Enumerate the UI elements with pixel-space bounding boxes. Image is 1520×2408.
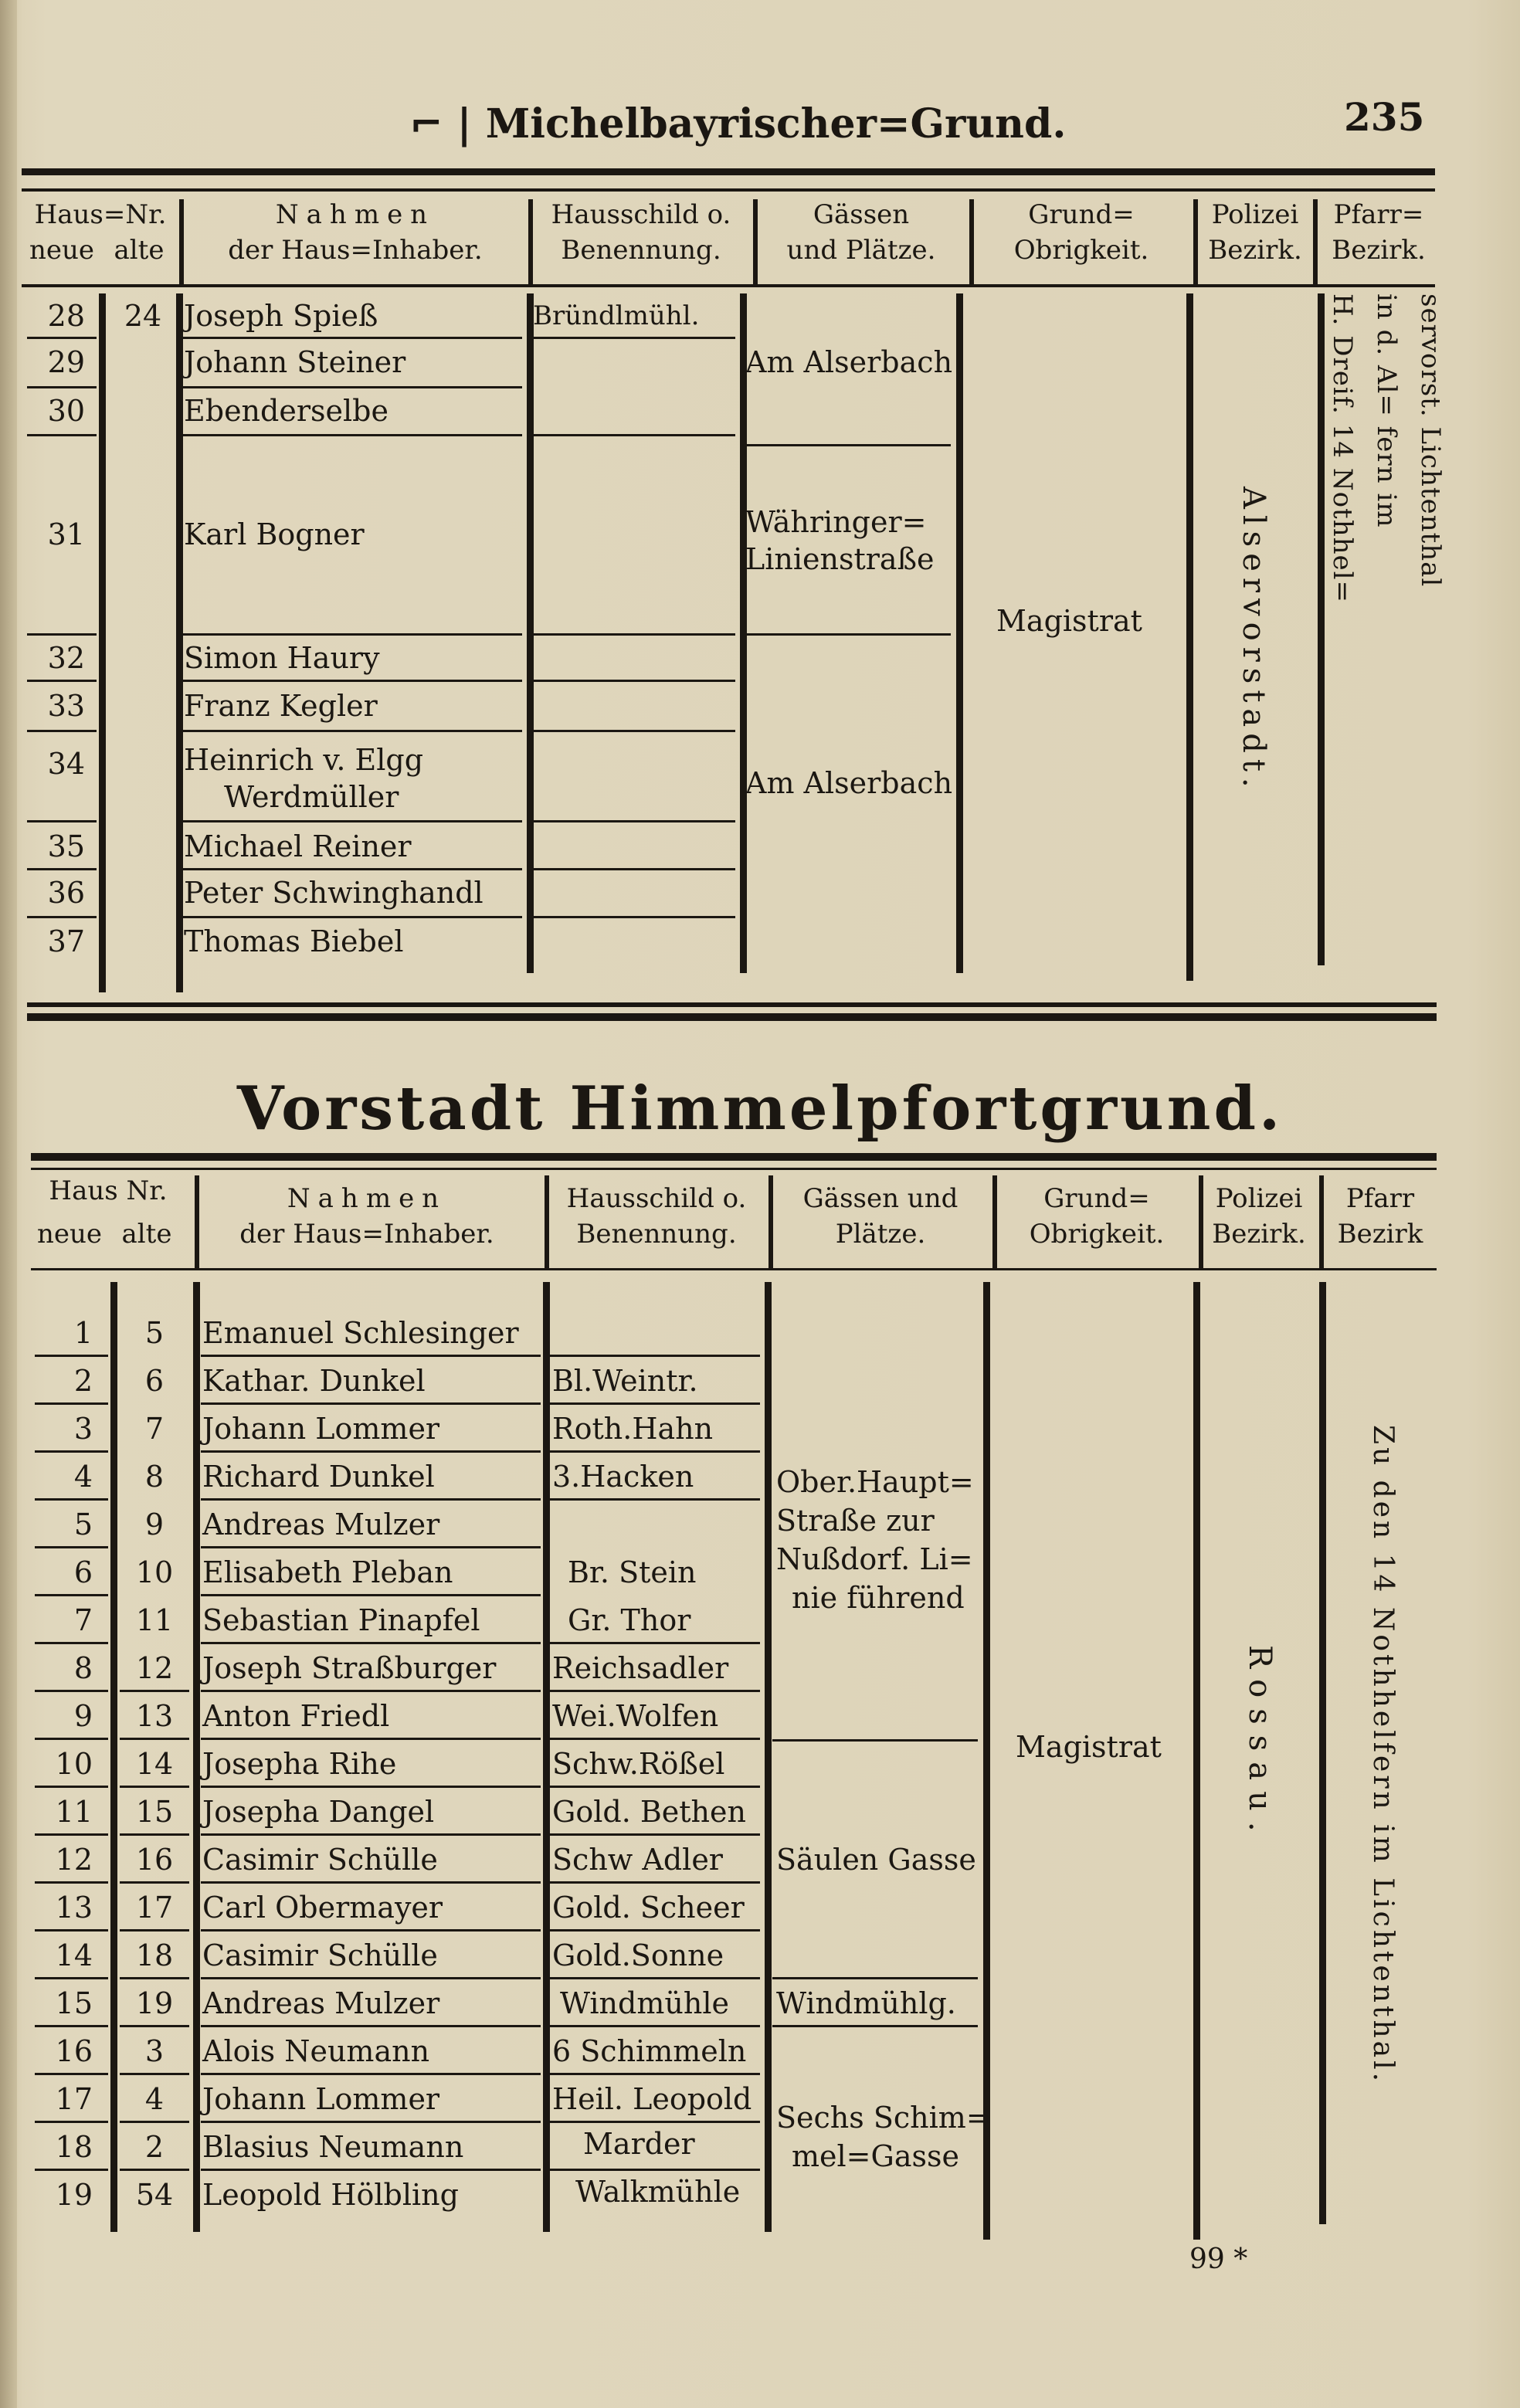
t2-row-rule (35, 1642, 108, 1644)
t2-alte: 9 (144, 1508, 165, 1541)
t2-neue: 11 (55, 1795, 93, 1829)
t1-neue: 31 (47, 517, 85, 551)
t2-row-rule (550, 1881, 760, 1884)
t2-neue: 8 (73, 1651, 93, 1685)
t2-schild: 3.Hacken (552, 1460, 694, 1494)
t2-row-rule (120, 1833, 189, 1836)
table1-top-rule (22, 168, 1435, 175)
page-number: 235 (1344, 94, 1425, 140)
t2-neue: 18 (55, 2130, 93, 2164)
table1-top-rule-thin (22, 188, 1435, 192)
t2-row-rule (35, 2025, 108, 2027)
t2-neue: 7 (73, 1603, 93, 1637)
t1-row-rule (182, 868, 522, 870)
t2-row-rule (120, 1881, 189, 1884)
t2-row-rule (35, 1690, 108, 1692)
t2-name: Casimir Schülle (202, 1938, 438, 1972)
t2-name: Andreas Mulzer (202, 1508, 440, 1541)
t2-schild: Reichsadler (552, 1651, 729, 1685)
running-head-mark: ⌐ | (409, 100, 472, 148)
t1-gasse: Am Alserbach (745, 766, 953, 800)
t2-row-rule (201, 2121, 541, 2123)
t2-name: Johann Lommer (202, 1412, 440, 1446)
t1-name: Ebenderselbe (184, 394, 388, 428)
t2-row-rule (550, 1690, 760, 1692)
t2-alte: 12 (135, 1651, 174, 1685)
t2-name: Emanuel Schlesinger (202, 1316, 519, 1350)
t1-hsep (1313, 199, 1318, 284)
t2-row-rule (550, 1498, 760, 1501)
t2-alte: 7 (144, 1412, 165, 1446)
t2-neue: 1 (73, 1316, 93, 1350)
t1-col-polizei-2: Bezirk. (1208, 235, 1302, 266)
t1-row-rule (182, 633, 522, 636)
t1-col-grund: Grund= (1028, 199, 1135, 230)
t1-row-rule (182, 730, 522, 732)
t2-schild: Heil. Leopold (552, 2082, 752, 2116)
t2-row-rule (550, 2169, 760, 2171)
t2-row-rule (550, 1929, 760, 1931)
t2-row-rule (35, 1929, 108, 1931)
t2-gasse: nie führend (792, 1581, 965, 1615)
page-binding-shadow (0, 0, 17, 2408)
t2-col-line (1319, 1282, 1326, 2224)
t2-row-rule (35, 2121, 108, 2123)
t1-name: Joseph Spieß (184, 299, 378, 333)
t2-name: Andreas Mulzer (202, 1986, 440, 2020)
t2-hsep (545, 1175, 549, 1268)
t2-row-rule (120, 2025, 189, 2027)
t1-row-rule (182, 916, 522, 918)
t1-hsep (1193, 199, 1198, 284)
t1-col-line (99, 293, 106, 992)
t2-alte: 11 (135, 1603, 174, 1637)
t2-row-rule (201, 1402, 541, 1405)
table1-bottom-rule-thick (27, 1013, 1437, 1021)
t2-row-rule (35, 1498, 108, 1501)
t2-neue: 13 (55, 1891, 93, 1925)
t1-row-rule (182, 680, 522, 682)
t1-row-rule (533, 434, 735, 436)
t2-alte: 3 (144, 2034, 165, 2068)
t2-row-rule (120, 1786, 189, 1788)
t2-row-rule (120, 1690, 189, 1692)
table2-top-rule-thin (31, 1168, 1437, 1170)
t2-row-rule (550, 1642, 760, 1644)
t1-row-rule (182, 337, 522, 339)
t2-col-pfarr-2: Bezirk (1337, 1219, 1423, 1250)
t2-row-rule (201, 2073, 541, 2075)
t2-row-rule (201, 1546, 541, 1548)
t2-alte: 19 (135, 1986, 174, 2020)
t2-col-hausschild-2: Benennung. (576, 1219, 737, 1250)
t1-neue: 35 (47, 829, 85, 863)
t2-row-rule (201, 1977, 541, 1979)
t2-name: Carl Obermayer (202, 1891, 443, 1925)
t1-col-neue: neue (29, 235, 95, 266)
t1-row-rule (533, 820, 735, 822)
t1-row-rule (27, 730, 97, 732)
t1-header-bottom-rule (22, 284, 1435, 287)
t2-row-rule (550, 1355, 760, 1357)
t2-gasse-rule (772, 1977, 978, 1979)
t1-col-line (1186, 293, 1193, 981)
t2-row-rule (201, 1738, 541, 1740)
t2-polizei-bezirk: Rossau. (1242, 1645, 1277, 1843)
t2-row-rule (201, 1355, 541, 1357)
t1-row-rule (27, 680, 97, 682)
t1-schild: Bründlmühl. (533, 300, 700, 331)
t2-row-rule (120, 1977, 189, 1979)
t2-row-rule (201, 1450, 541, 1453)
t2-alte: 18 (135, 1938, 174, 1972)
t1-row-rule (27, 820, 97, 822)
t2-hsep (1199, 1175, 1203, 1268)
t2-col-pfarr: Pfarr (1345, 1183, 1415, 1214)
t2-neue: 9 (73, 1699, 93, 1733)
t2-neue: 19 (55, 2178, 93, 2212)
t2-alte: 17 (135, 1891, 174, 1925)
t1-row-rule (27, 434, 97, 436)
t1-gasse: Am Alserbach (745, 345, 953, 379)
t2-col-line (983, 1282, 990, 2240)
t2-gasse: Nußdorf. Li= (776, 1542, 973, 1576)
t2-col-gassen: Gässen und (802, 1183, 958, 1214)
t1-pfarr-line2: in d. Al= fern im (1371, 293, 1402, 528)
t2-col-nahmen: Nahmen (287, 1183, 447, 1214)
t2-neue: 10 (55, 1747, 93, 1781)
t2-hsep (992, 1175, 997, 1268)
t1-pfarr-line3: servorst. Lichtenthal (1415, 293, 1446, 588)
t1-name: Peter Schwinghandl (184, 876, 483, 910)
t2-row-rule (550, 1977, 760, 1979)
t2-schild: Gr. Thor (568, 1603, 691, 1637)
t1-col-nahmen: Nahmen (275, 199, 436, 230)
t1-gasse: Währinger= (745, 505, 927, 539)
t2-col-gassen-2: Plätze. (835, 1219, 926, 1250)
t2-name: Casimir Schülle (202, 1843, 438, 1877)
t1-row-rule (27, 337, 97, 339)
t2-neue: 3 (73, 1412, 93, 1446)
t1-col-polizei: Polizei (1211, 199, 1299, 230)
t2-name: Sebastian Pinapfel (202, 1603, 480, 1637)
t2-name: Josepha Dangel (202, 1795, 435, 1829)
t2-col-line (1193, 1282, 1200, 2240)
t1-col-grund-2: Obrigkeit. (1013, 235, 1149, 266)
t2-col-line (193, 1282, 200, 2232)
t1-col-line (956, 293, 963, 973)
t2-schild: Br. Stein (568, 1555, 697, 1589)
signature-mark: 99 * (1189, 2244, 1248, 2275)
t2-neue: 17 (55, 2082, 93, 2116)
t2-schild: Bl.Weintr. (552, 1364, 698, 1398)
t1-gasse-rule (746, 444, 951, 446)
t1-row-rule (533, 633, 735, 636)
t2-alte: 5 (144, 1316, 165, 1350)
t2-row-rule (120, 1738, 189, 1740)
t1-col-pfarr: Pfarr= (1333, 199, 1424, 230)
t2-name: Anton Friedl (202, 1699, 390, 1733)
t1-obrigkeit: Magistrat (996, 604, 1142, 638)
t2-alte: 16 (135, 1843, 174, 1877)
t2-row-rule (550, 2121, 760, 2123)
t2-row-rule (550, 1833, 760, 1836)
t1-gasse-rule (746, 633, 951, 636)
table2-top-rule (31, 1153, 1437, 1161)
t1-row-rule (182, 820, 522, 822)
t2-schild: Windmühle (560, 1986, 729, 2020)
t2-col-polizei: Polizei (1215, 1183, 1303, 1214)
t2-row-rule (35, 1450, 108, 1453)
t2-schild: Schw.Rößel (552, 1747, 725, 1781)
t2-col-grund-2: Obrigkeit. (1029, 1219, 1165, 1250)
t2-row-rule (201, 1786, 541, 1788)
t1-col-pfarr-2: Bezirk. (1332, 235, 1426, 266)
t1-row-rule (533, 730, 735, 732)
t2-gasse: Sechs Schim= (776, 2101, 991, 2135)
t2-row-rule (201, 1642, 541, 1644)
t1-col-gassen: Gässen (813, 199, 910, 230)
t2-row-rule (550, 1402, 760, 1405)
t1-hsep (969, 199, 974, 284)
t1-neue: 30 (47, 394, 85, 428)
t2-gasse-rule (772, 2025, 978, 2027)
t2-header-bottom-rule (31, 1268, 1437, 1270)
t1-name: Franz Kegler (184, 689, 378, 723)
t2-row-rule (120, 1929, 189, 1931)
t2-pfarr-bezirk: Zu den 14 Nothhelfern im Lichtenthal. (1367, 1425, 1399, 2085)
t1-neue: 28 (47, 299, 85, 333)
t2-row-rule (201, 1594, 541, 1596)
t2-name: Richard Dunkel (202, 1460, 435, 1494)
t2-schild: Gold.Sonne (552, 1938, 724, 1972)
t1-neue: 34 (47, 747, 85, 781)
t2-name: Joseph Straßburger (202, 1651, 497, 1685)
t1-hsep (179, 199, 184, 284)
running-head-title: Michelbayrischer=Grund. (485, 100, 1067, 148)
t1-row-rule (182, 386, 522, 388)
t2-neue: 16 (55, 2034, 93, 2068)
t2-row-rule (35, 1786, 108, 1788)
t2-gasse-rule (772, 1739, 978, 1742)
t1-neue: 36 (47, 876, 85, 910)
t2-row-rule (201, 2025, 541, 2027)
t1-hsep (753, 199, 758, 284)
t2-row-rule (35, 1833, 108, 1836)
t1-col-hausnr: Haus=Nr. (34, 199, 167, 230)
t1-col-alte: alte (114, 235, 165, 266)
t1-name: Simon Haury (184, 641, 380, 675)
t2-row-rule (201, 2169, 541, 2171)
t2-row-rule (201, 1690, 541, 1692)
t1-row-rule (182, 434, 522, 436)
t2-schild: Schw Adler (552, 1843, 723, 1877)
t1-polizei-bezirk: Alservorstadt. (1236, 487, 1271, 794)
t2-name: Leopold Hölbling (202, 2178, 459, 2212)
t2-neue: 15 (55, 1986, 93, 2020)
t2-col-polizei-2: Bezirk. (1212, 1219, 1306, 1250)
t1-row-rule (27, 868, 97, 870)
t2-schild: Walkmühle (575, 2175, 741, 2209)
t1-name: Karl Bogner (184, 517, 365, 551)
t2-row-rule (550, 1786, 760, 1788)
t2-name: Johann Lommer (202, 2082, 440, 2116)
t1-col-line (176, 293, 183, 992)
t2-name: Blasius Neumann (202, 2130, 464, 2164)
t2-row-rule (550, 2073, 760, 2075)
t1-neue: 32 (47, 641, 85, 675)
t1-name: Johann Steiner (184, 345, 406, 379)
running-head (409, 100, 1066, 148)
t2-schild: Wei.Wolfen (552, 1699, 719, 1733)
t2-name: Josepha Rihe (202, 1747, 397, 1781)
t1-col-hausschild-2: Benennung. (561, 235, 721, 266)
t1-alte: 24 (124, 299, 162, 333)
t2-row-rule (120, 2073, 189, 2075)
t2-col-line (543, 1282, 550, 2232)
t2-schild: 6 Schimmeln (552, 2034, 747, 2068)
t1-row-rule (27, 633, 97, 636)
t1-col-line (1318, 293, 1325, 965)
t1-neue: 33 (47, 689, 85, 723)
t2-col-nahmen-2: der Haus=Inhaber. (239, 1219, 494, 1250)
t2-name: Kathar. Dunkel (202, 1364, 426, 1398)
section-title: Vorstadt Himmelpfortgrund. (236, 1073, 1284, 1144)
t2-hsep (1319, 1175, 1324, 1268)
t2-alte: 2 (144, 2130, 165, 2164)
t2-row-rule (550, 1738, 760, 1740)
t1-name: Thomas Biebel (184, 924, 404, 958)
t2-alte: 13 (135, 1699, 174, 1733)
t2-schild: Gold. Scheer (552, 1891, 745, 1925)
t2-gasse: mel=Gasse (792, 2139, 960, 2173)
t1-neue: 37 (47, 924, 85, 958)
t2-neue: 2 (73, 1364, 93, 1398)
t2-alte: 14 (135, 1747, 174, 1781)
t2-gasse: Windmühlg. (776, 1986, 956, 2020)
t2-alte: 54 (135, 2178, 174, 2212)
t2-row-rule (201, 1929, 541, 1931)
t1-name: Michael Reiner (184, 829, 412, 863)
t1-col-nahmen-2: der Haus=Inhaber. (228, 235, 483, 266)
t2-schild: Marder (583, 2127, 695, 2161)
t1-row-rule (533, 868, 735, 870)
t2-gasse: Straße zur (776, 1504, 935, 1538)
t1-row-rule (533, 337, 735, 339)
t2-name: Elisabeth Pleban (202, 1555, 453, 1589)
t2-row-rule (35, 1594, 108, 1596)
t2-col-alte: alte (121, 1219, 172, 1250)
t2-obrigkeit: Magistrat (1016, 1730, 1162, 1764)
t2-row-rule (35, 1977, 108, 1979)
t2-col-grund: Grund= (1043, 1183, 1150, 1214)
t1-name: Heinrich v. Elgg (184, 743, 424, 777)
t2-gasse: Säulen Gasse (776, 1843, 976, 1877)
t1-col-hausschild: Hausschild o. (551, 199, 731, 230)
table1-bottom-rule (27, 1002, 1437, 1007)
t2-hsep (768, 1175, 773, 1268)
t2-row-rule (120, 2121, 189, 2123)
t1-row-rule (533, 916, 735, 918)
t1-hsep (528, 199, 533, 284)
t2-alte: 6 (144, 1364, 165, 1398)
t2-neue: 5 (73, 1508, 93, 1541)
t2-neue: 12 (55, 1843, 93, 1877)
t2-row-rule (201, 1498, 541, 1501)
t2-row-rule (550, 1450, 760, 1453)
t2-col-hausnr: Haus Nr. (49, 1175, 168, 1206)
t1-gasse: Linienstraße (745, 542, 935, 576)
t2-hsep (195, 1175, 199, 1268)
t2-alte: 8 (144, 1460, 165, 1494)
t2-row-rule (35, 2169, 108, 2171)
t1-row-rule (27, 916, 97, 918)
t2-neue: 14 (55, 1938, 93, 1972)
t2-row-rule (35, 1355, 108, 1357)
t2-alte: 4 (144, 2082, 165, 2116)
t2-neue: 6 (73, 1555, 93, 1589)
t2-row-rule (201, 1881, 541, 1884)
t2-row-rule (35, 1881, 108, 1884)
t1-row-rule (533, 680, 735, 682)
t2-col-hausschild: Hausschild o. (566, 1183, 747, 1214)
t1-pfarr-line1: H. Dreif. 14 Nothhel= (1327, 293, 1358, 603)
t2-name: Alois Neumann (202, 2034, 430, 2068)
t2-alte: 15 (135, 1795, 174, 1829)
t2-col-neue: neue (36, 1219, 103, 1250)
t2-row-rule (201, 1833, 541, 1836)
t2-gasse: Ober.Haupt= (776, 1465, 974, 1499)
t2-row-rule (35, 2073, 108, 2075)
t2-schild: Roth.Hahn (552, 1412, 714, 1446)
t2-neue: 4 (73, 1460, 93, 1494)
t1-neue: 29 (47, 345, 85, 379)
t2-col-line (765, 1282, 772, 2232)
t2-row-rule (550, 2025, 760, 2027)
t2-row-rule (120, 2169, 189, 2171)
t2-row-rule (35, 1738, 108, 1740)
t2-row-rule (35, 1402, 108, 1405)
t1-name-cont: Werdmüller (224, 780, 399, 814)
t1-row-rule (27, 386, 97, 388)
t2-schild: Gold. Bethen (552, 1795, 746, 1829)
t2-alte: 10 (135, 1555, 174, 1589)
t1-col-gassen-2: und Plätze. (786, 235, 936, 266)
t2-row-rule (35, 1546, 108, 1548)
